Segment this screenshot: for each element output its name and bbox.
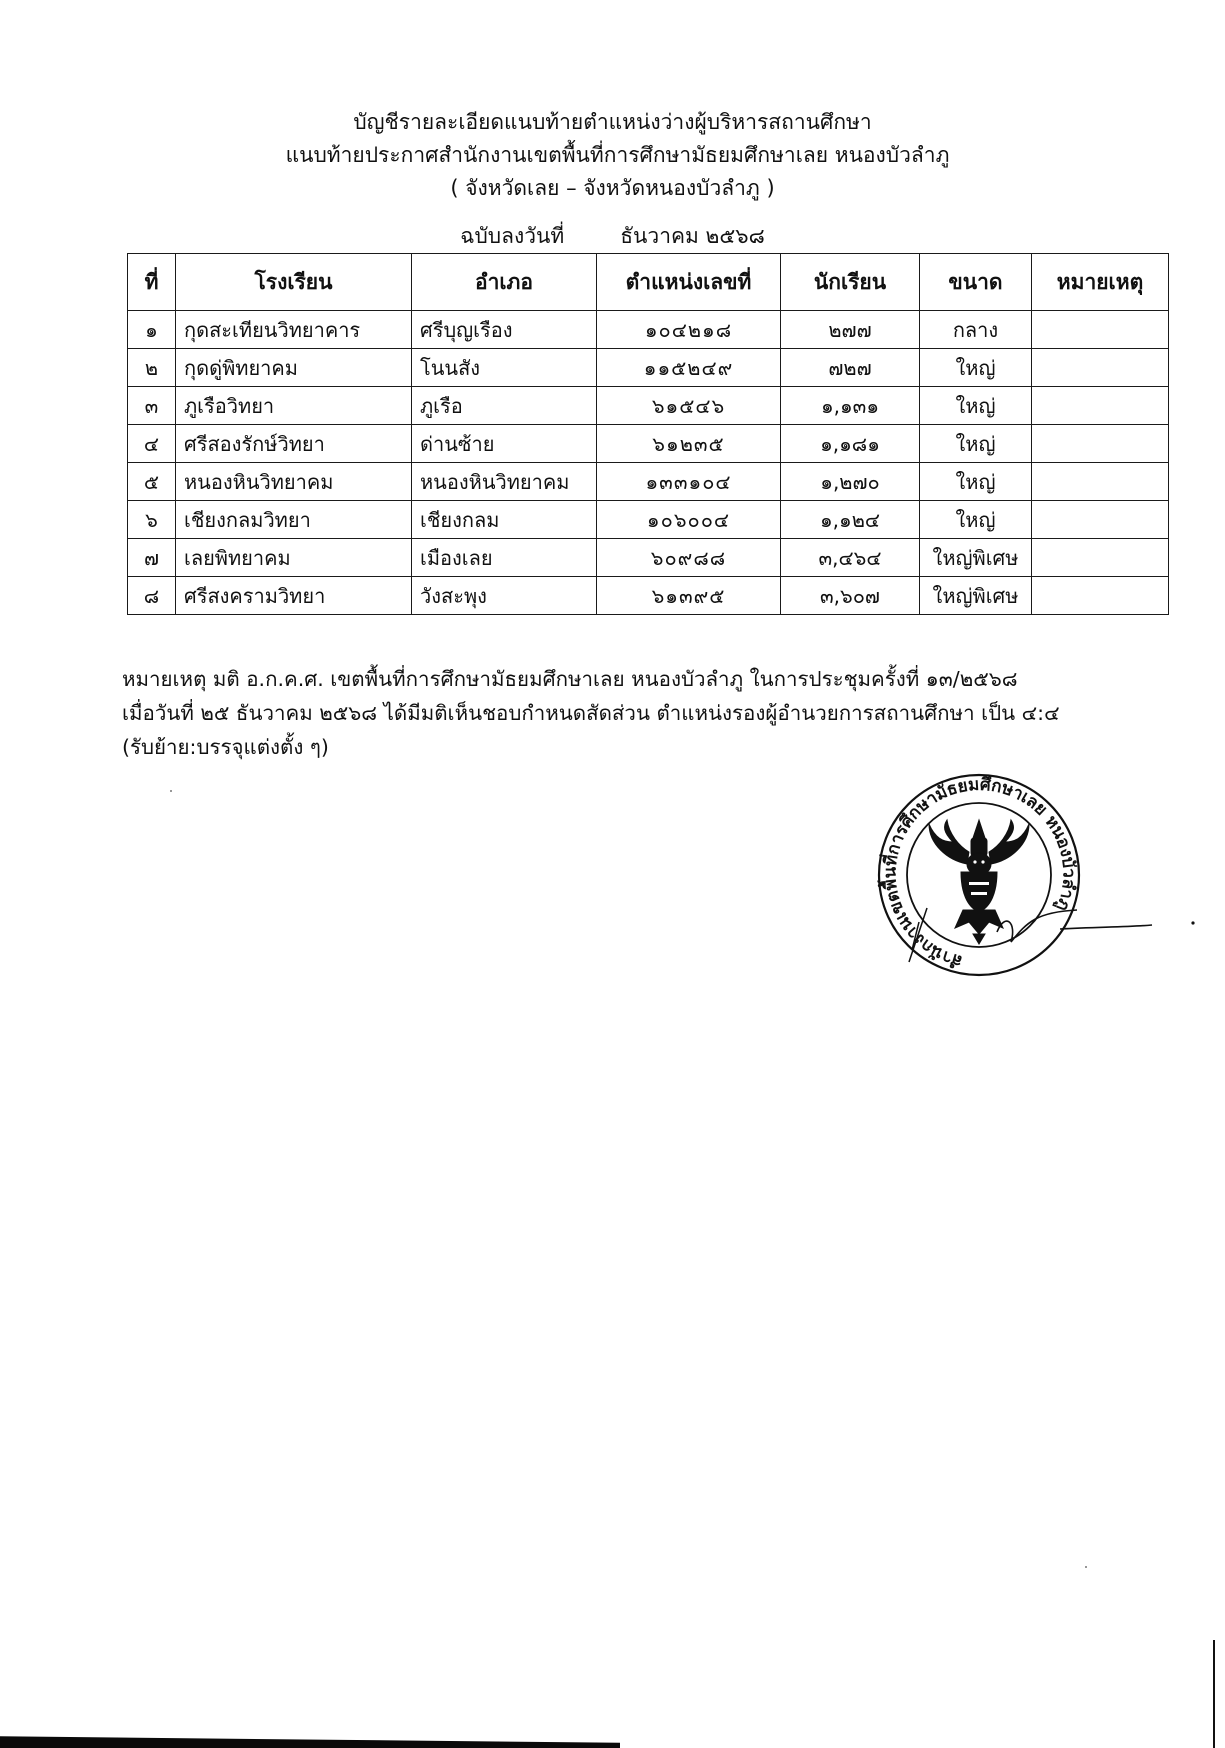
cell-district: เชียงกลม: [412, 501, 597, 539]
title-line-1: บัญชีรายละเอียดแนบท้ายตำแหน่งว่างผู้บริหารสถานศึกษา: [353, 110, 872, 134]
cell-students: ๑,๑๒๔: [781, 501, 920, 539]
cell-students: ๑,๑๓๑: [781, 387, 920, 425]
cell-students: ๗๒๗: [781, 349, 920, 387]
cell-no: ๗: [128, 539, 176, 577]
scan-edge-line: [1213, 1640, 1215, 1748]
cell-district: วังสะพุง: [412, 577, 597, 615]
cell-students: ๑,๒๗๐: [781, 463, 920, 501]
cell-position-no: ๖๑๒๓๕: [597, 425, 781, 463]
column-header-position-no: ตำแหน่งเลขที่: [597, 254, 781, 311]
column-header-district: อำเภอ: [412, 254, 597, 311]
column-header-school: โรงเรียน: [176, 254, 412, 311]
seal-ring-text: สำนักงานเขตพื้นที่การศึกษามัธยมศึกษาเลย หนองบัวลำภู: [880, 774, 1079, 972]
cell-remark: [1032, 425, 1169, 463]
cell-no: ๖: [128, 501, 176, 539]
cell-school: ภูเรือวิทยา: [176, 387, 412, 425]
cell-district: หนองหินวิทยาคม: [412, 463, 597, 501]
cell-school: กุดสะเทียนวิทยาคาร: [176, 311, 412, 349]
column-header-no: ที่: [128, 254, 176, 311]
note-line-2: เมื่อวันที่ ๒๕ ธันวาคม ๒๕๖๘ ได้มีมติเห็นชอบกำหนดสัดส่วน ตำแหน่งรองผู้อำนวยการสถานศึกษา เป็น ๔:๔: [122, 701, 1060, 725]
cell-school: ศรีสองรักษ์วิทยา: [176, 425, 412, 463]
cell-size: ใหญ่: [920, 349, 1032, 387]
remark-note: [122, 662, 1182, 764]
scan-speck: [170, 790, 172, 792]
cell-position-no: ๑๑๕๒๔๙: [597, 349, 781, 387]
table-row: [128, 539, 1169, 577]
cell-school: เลยพิทยาคม: [176, 539, 412, 577]
cell-no: ๔: [128, 425, 176, 463]
cell-size: ใหญ่: [920, 501, 1032, 539]
cell-no: ๑: [128, 311, 176, 349]
cell-school: กุดดู่พิทยาคม: [176, 349, 412, 387]
column-header-students: นักเรียน: [781, 254, 920, 311]
column-header-size: ขนาด: [920, 254, 1032, 311]
cell-size: ใหญ่: [920, 463, 1032, 501]
date-line: [0, 221, 1225, 251]
table-row: [128, 311, 1169, 349]
cell-position-no: ๑๐๔๒๑๘: [597, 311, 781, 349]
cell-position-no: ๖๑๓๙๕: [597, 577, 781, 615]
cell-students: ๑,๑๘๑: [781, 425, 920, 463]
date-label: ฉบับลงวันที่: [460, 224, 565, 248]
document-title: [0, 106, 1225, 205]
cell-school: หนองหินวิทยาคม: [176, 463, 412, 501]
cell-students: ๓,๔๖๔: [781, 539, 920, 577]
note-line-3: (รับย้าย:บรรจุแต่งตั้ง ๆ): [122, 735, 329, 759]
cell-no: ๕: [128, 463, 176, 501]
date-value: ธันวาคม ๒๕๖๘: [620, 224, 765, 248]
note-line-1: หมายเหตุ มติ อ.ก.ค.ศ. เขตพื้นที่การศึกษามัธยมศึกษาเลย หนองบัวลำภู ในการประชุมครั้งที่ ๑๓/๒๕๖๘: [122, 667, 1018, 691]
cell-position-no: ๖๑๕๔๖: [597, 387, 781, 425]
cell-remark: [1032, 311, 1169, 349]
cell-no: ๘: [128, 577, 176, 615]
table-row: [128, 387, 1169, 425]
vacancy-table: [127, 253, 1169, 615]
cell-remark: [1032, 349, 1169, 387]
cell-position-no: ๑๓๓๑๐๔: [597, 463, 781, 501]
cell-school: ศรีสงครามวิทยา: [176, 577, 412, 615]
cell-remark: [1032, 387, 1169, 425]
cell-students: ๒๗๗: [781, 311, 920, 349]
scan-edge-band: [0, 1735, 620, 1748]
cell-size: ใหญ่พิเศษ: [920, 539, 1032, 577]
cell-school: เชียงกลมวิทยา: [176, 501, 412, 539]
cell-students: ๓,๖๐๗: [781, 577, 920, 615]
cell-remark: [1032, 501, 1169, 539]
cell-district: ด่านซ้าย: [412, 425, 597, 463]
cell-no: ๒: [128, 349, 176, 387]
cell-no: ๓: [128, 387, 176, 425]
table-row: [128, 501, 1169, 539]
cell-remark: [1032, 577, 1169, 615]
signature-stroke: [1060, 905, 1210, 945]
title-line-2: แนบท้ายประกาศสำนักงานเขตพื้นที่การศึกษามัธยมศึกษาเลย หนองบัวลำภู: [285, 143, 950, 167]
cell-size: กลาง: [920, 311, 1032, 349]
cell-district: ภูเรือ: [412, 387, 597, 425]
cell-position-no: ๑๐๖๐๐๔: [597, 501, 781, 539]
title-line-3: ( จังหวัดเลย – จังหวัดหนองบัวลำภู ): [450, 176, 775, 200]
cell-district: โนนสัง: [412, 349, 597, 387]
cell-remark: [1032, 539, 1169, 577]
cell-district: เมืองเลย: [412, 539, 597, 577]
cell-remark: [1032, 463, 1169, 501]
cell-size: ใหญ่พิเศษ: [920, 577, 1032, 615]
cell-size: ใหญ่: [920, 387, 1032, 425]
table-row: [128, 463, 1169, 501]
scan-speck: [1085, 1566, 1087, 1568]
garuda-seal-icon: [877, 772, 1082, 982]
cell-position-no: ๖๐๙๘๘: [597, 539, 781, 577]
cell-size: ใหญ่: [920, 425, 1032, 463]
cell-district: ศรีบุญเรือง: [412, 311, 597, 349]
column-header-remark: หมายเหตุ: [1032, 254, 1169, 311]
table-row: [128, 425, 1169, 463]
table-row: [128, 349, 1169, 387]
table-header-row: [128, 254, 1169, 311]
table-row: [128, 577, 1169, 615]
